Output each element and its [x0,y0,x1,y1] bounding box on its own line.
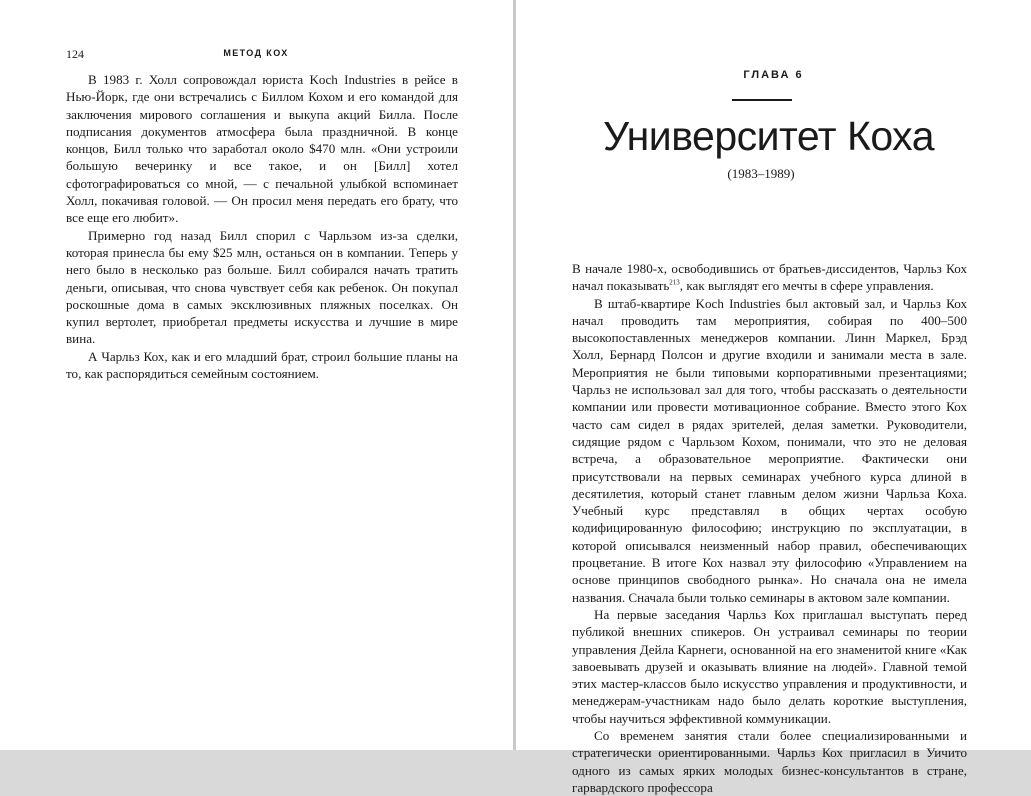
right-body-text [572,260,967,796]
paragraph-text: В начале 1980-х, освободившись от братьев-диссидентов, Чарльз Кох начал показывать [572,261,967,294]
running-title: МЕТОД КОХ [223,48,289,58]
chapter-rule [732,99,792,101]
paragraph: Примерно год назад Билл спорил с Чарльзом из-за сделки, которая принесла бы ему $25 млн, останься он в компании. Теперь у него было в несколько раз больше. Билл собирался начать тратить деньги, описывая, что снова чувствует себя как ребенок. Он покупал роскошные дома в самых эксклюзивных пляжных поселках. Он купил вертолет, приобретал предметы искусства и лучшие в мире вина. [66,227,458,347]
first-paragraph [572,260,967,295]
left-body-text [66,71,458,382]
footnote-reference[interactable]: 213 [669,278,680,287]
paragraph: Со временем занятия стали более специализированными и стратегически ориентированными. Чарльз Кох пригласил в Уичито одного из самых ярких молодых бизнес-консультантов в стране, гарвардского профессора [572,728,967,795]
chapter-dates: (1983–1989) [727,166,795,181]
chapter-title: Университет Коха [602,113,935,159]
paragraph: А Чарльз Кох, как и его младший брат, строил большие планы на то, как распорядиться семейным состоянием. [66,348,458,382]
chapter-label: ГЛАВА 6 [743,69,804,81]
paragraph-text: , как выглядят его мечты в сфере управления. [679,278,934,294]
page-header [66,47,446,63]
right-page [516,0,1031,795]
paragraph: В штаб-квартире Koch Industries был актовый зал, и Чарльз Кох начал проводить там мероприятия, собирая по 400–500 высокопоставленных менеджеров компании. Линн Маркел, Брэд Холл, Бернард Полсон и другие входили и занимали места в зале. Мероприятия не были типовыми корпоративными презентациями; Чарльз не использовал зал для того, чтобы рассказать о деятельности компании или провести мотивационное собрание. Вместо этого Кох часто сам сидел в рядах зрителей, делая заметки. Руководители, сидящие рядом с Чарльзом Кохом, понимали, что это не деловая встреча, а образовательное мероприятие. Фактически они присутствовали на первых семинарах учебного курса длиной в десятилетия, который станет главным делом жизни Чарльза Коха. Учебный курс представлял в общих чертах особую кодифицированную философию; инструкцию по эксплуатации, в которой описывался неизменный набор правил, обеспечивающих процветание. В итоге Кох назвал эту философию «Управлением на основе принципов свободного рынка». Но сначала она не имела названия. Сначала были только семинары в актовом зале компании. [572,295,967,605]
paragraph: В 1983 г. Холл сопровождал юриста Koch Industries в рейсе в Нью-Йорк, где они встречались с Биллом Кохом и его командой для заключения мирового соглашения и выкупа акций Билла. После подписания документов атмосфера была праздничной. В конце концов, Билл только что заработал около $470 млн. «Они устроили большую вечеринку и все такое, и он [Билл] хотел сфотографироваться со мной, — с печальной улыбкой вспоминает Холл, покачивая головой. — Он просил меня передать его брату, что все еще его любит». [66,72,458,226]
left-page [0,0,513,750]
page-number: 124 [66,47,84,61]
paragraph: На первые заседания Чарльз Кох приглашал выступать перед публикой внешних спикеров. Он устраивал семинары по теории управления Дейла Карнеги, основанной на его знаменитой книге «Как завоевывать друзей и оказывать влияние на людей». Главной темой этих мастер-классов было искусство управления и продуктивности, и менеджерам-участникам надо было делать короткие выступления, чтобы научиться эффективной коммуникации. [572,606,967,726]
